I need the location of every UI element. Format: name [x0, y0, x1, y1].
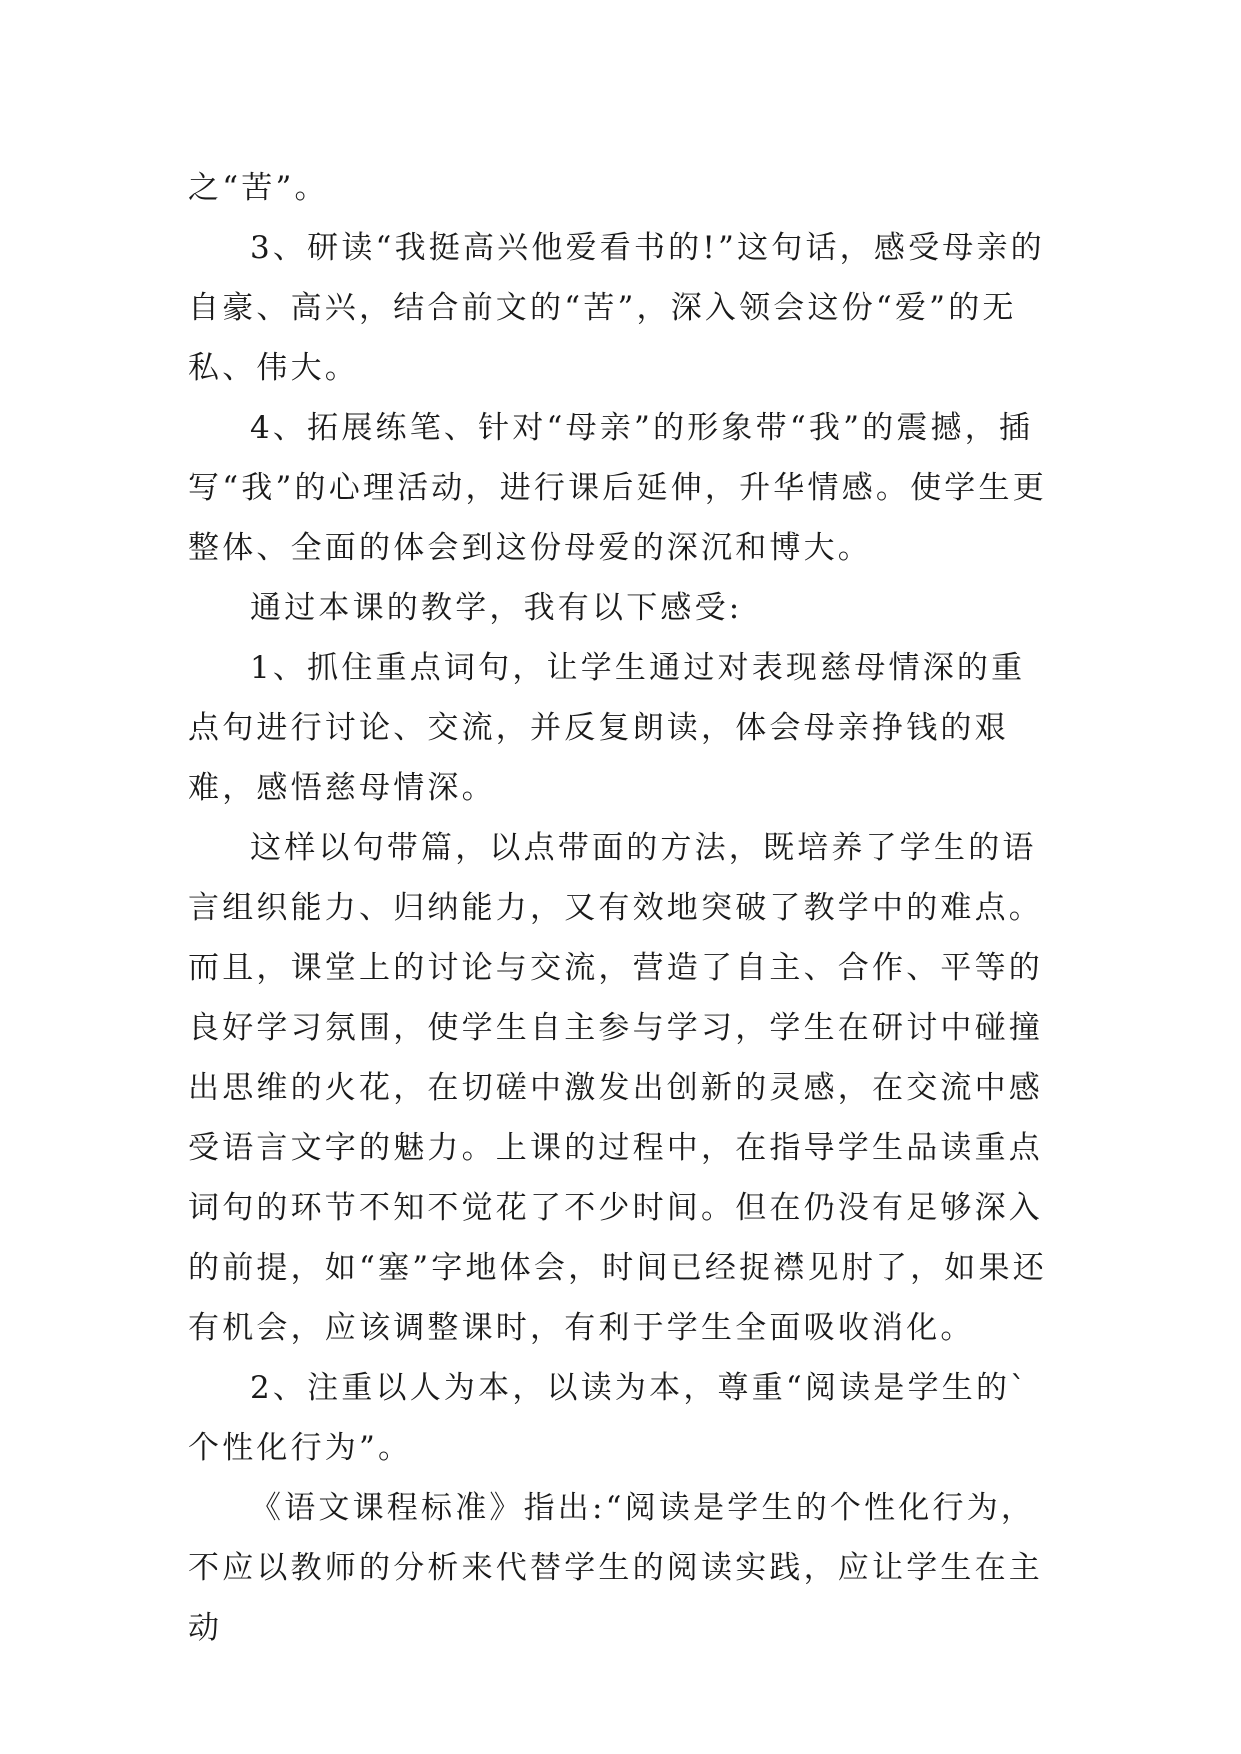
paragraph-7: 2、注重以人为本，以读为本，尊重“阅读是学生的`个性化行为”。: [188, 1370, 1029, 1466]
paragraph-8: 《语文课程标准》指出:“阅读是学生的个性化行为，不应以教师的分析来代替学生的阅读实践，应让学生在主动: [188, 1490, 1043, 1646]
paragraph-1: 之“苦”。: [188, 170, 329, 206]
paragraph-2: 3、研读“我挺高兴他爱看书的!”这句话，感受母亲的自豪、高兴，结合前文的“苦”，深入领会这份“爱”的无私、伟大。: [188, 230, 1045, 386]
paragraph-4: 通过本课的教学，我有以下感受:: [250, 590, 743, 626]
paragraph-5: 1、抓住重点词句，让学生通过对表现慈母情深的重点句进行讨论、交流，并反复朗读，体会母亲挣钱的艰难，感悟慈母情深。: [188, 650, 1026, 806]
paragraph-6: 这样以句带篇，以点带面的方法，既培养了学生的语言组织能力、归纳能力，又有效地突破了教学中的难点。而且，课堂上的讨论与交流，营造了自主、合作、平等的良好学习氛围，使学生自主参与学习，学生在研讨中碰撞出思维的火花，在切磋中激发出创新的灵感，在交流中感受语言文字的魅力。上课的过程中，在指导学生品读重点词句的环节不知不觉花了不少时间。但在仍没有足够深入的前提，如“塞”字地体会，时间已经捉襟见肘了，如果还有机会，应该调整课时，有利于学生全面吸收消化。: [188, 830, 1047, 1346]
body-text: [188, 158, 1050, 1658]
paragraph-3: 4、拓展练笔、针对“母亲”的形象带“我”的震撼，插写“我”的心理活动，进行课后延伸，升华情感。使学生更整体、全面的体会到这份母爱的深沉和博大。: [188, 410, 1047, 566]
